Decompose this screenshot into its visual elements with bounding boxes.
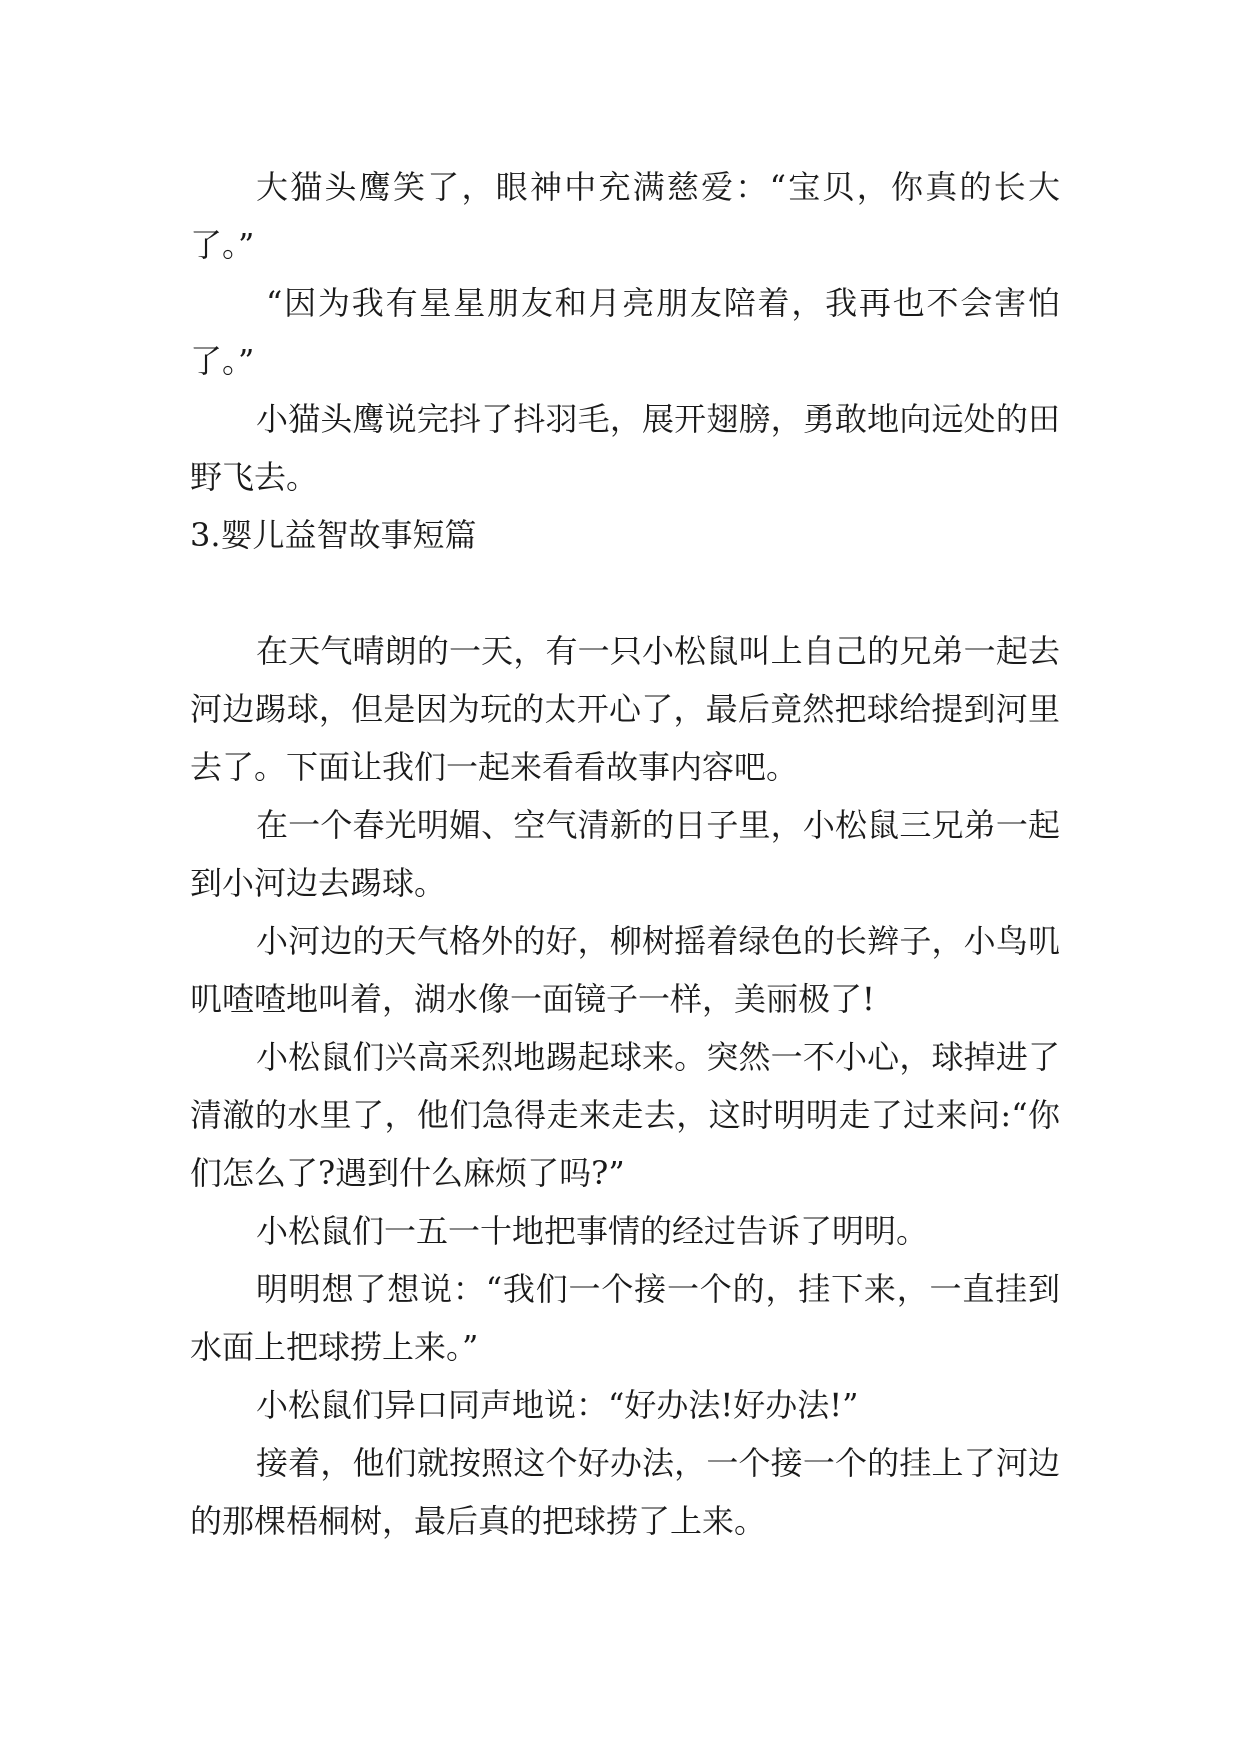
paragraph: 小河边的天气格外的好，柳树摇着绿色的长辫子，小鸟叽叽喳喳地叫着，湖水像一面镜子一样，美丽极了!: [190, 922, 1060, 1018]
paragraph: 在天气晴朗的一天，有一只小松鼠叫上自己的兄弟一起去河边踢球，但是因为玩的太开心了，最后竟然把球给提到河里去了。下面让我们一起来看看故事内容吧。: [190, 632, 1060, 786]
paragraph: 小松鼠们异口同声地说：“好办法!好办法!”: [256, 1386, 859, 1424]
paragraph: 小猫头鹰说完抖了抖羽毛，展开翅膀，勇敢地向远处的田野飞去。: [190, 400, 1060, 496]
blank-line: [190, 564, 1060, 622]
section-heading: 3.婴儿益智故事短篇: [190, 516, 477, 554]
paragraph: 明明想了想说：“我们一个接一个的，挂下来，一直挂到水面上把球捞上来。”: [190, 1270, 1060, 1366]
paragraph: 小松鼠们一五一十地把事情的经过告诉了明明。: [256, 1212, 929, 1250]
paragraph: 在一个春光明媚、空气清新的日子里，小松鼠三兄弟一起到小河边去踢球。: [190, 806, 1060, 902]
paragraph: 小松鼠们兴高采烈地踢起球来。突然一不小心，球掉进了清澈的水里了，他们急得走来走去，这时明明走了过来问:“你们怎么了?遇到什么麻烦了吗?”: [190, 1038, 1060, 1192]
paragraph: “因为我有星星朋友和月亮朋友陪着，我再也不会害怕了。”: [190, 284, 1060, 380]
document-body: [190, 158, 1060, 1550]
paragraph: 大猫头鹰笑了，眼神中充满慈爱：“宝贝，你真的长大了。”: [190, 168, 1060, 264]
paragraph: 接着，他们就按照这个好办法，一个接一个的挂上了河边的那棵梧桐树，最后真的把球捞了上来。: [190, 1444, 1060, 1540]
